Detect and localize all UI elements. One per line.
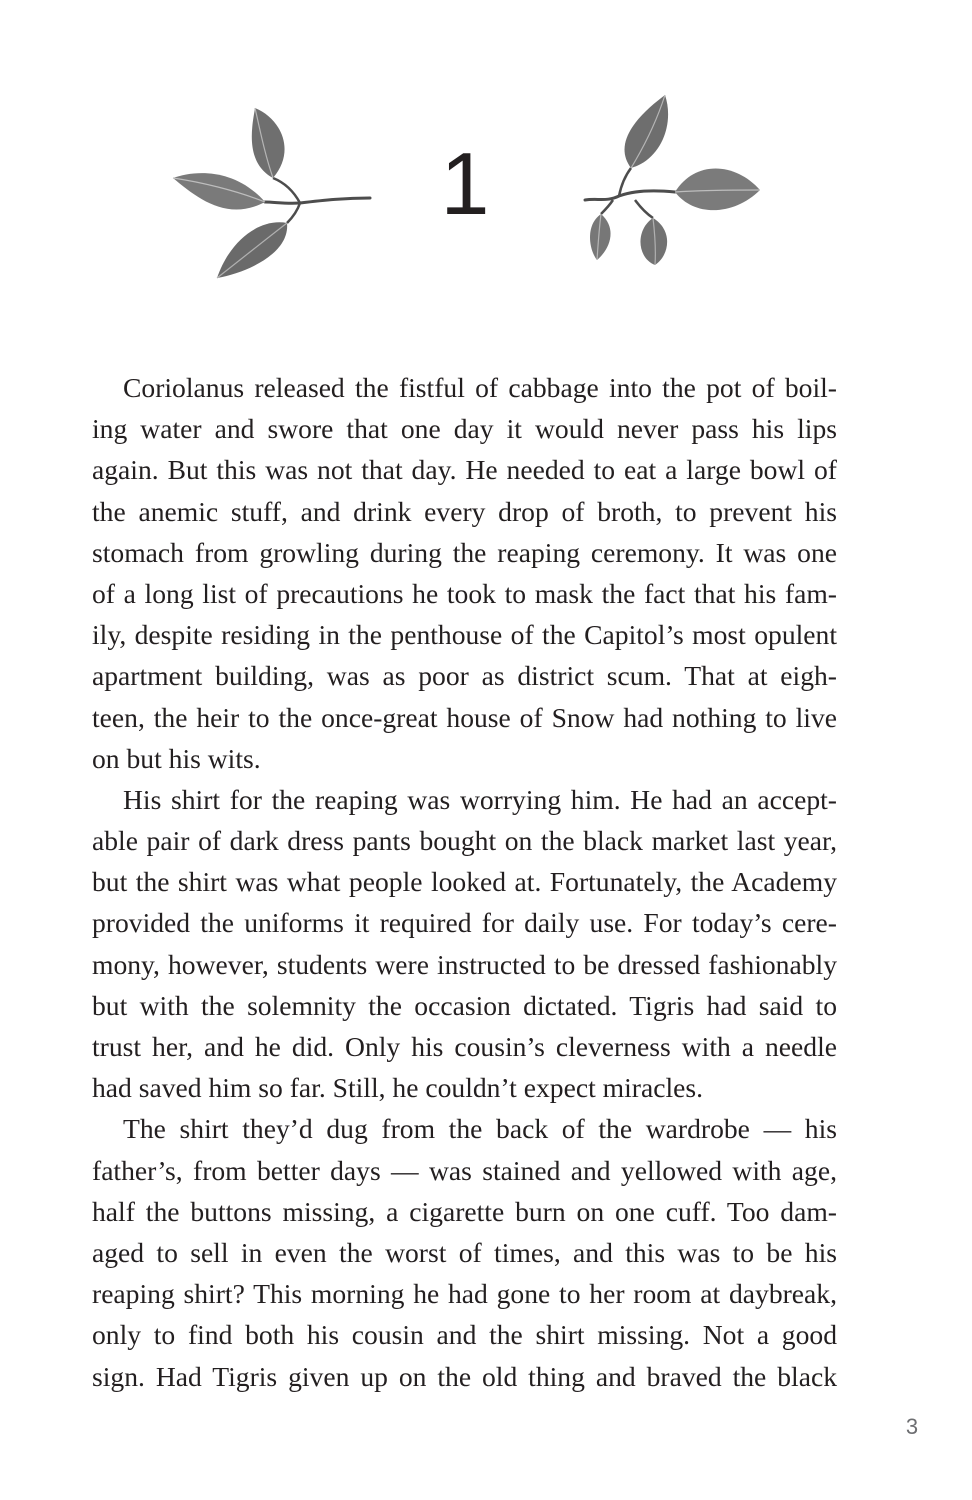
text-line: half the buttons missing, a cigarette burn on one cuff. Too dam- bbox=[92, 1195, 837, 1227]
text-line: on but his wits. bbox=[92, 742, 261, 774]
text-line: The shirt they’d dug from the back of the wardrobe — his bbox=[123, 1113, 837, 1145]
text-line: father’s, from better days — was stained and yellowed with age, bbox=[92, 1154, 837, 1186]
chapter-body-text bbox=[92, 367, 837, 1397]
text-line: ing water and swore that one day it would never pass his lips bbox=[92, 413, 837, 445]
text-line: trust her, and he did. Only his cousin’s cleverness with a needle bbox=[92, 1031, 837, 1062]
leaf-sprig-icon bbox=[165, 90, 375, 280]
text-line: teen, the heir to the once-great house of Snow had nothing to live bbox=[92, 701, 837, 733]
text-line: able pair of dark dress pants bought on the black market last year, bbox=[92, 825, 837, 857]
text-line: had saved him so far. Still, he couldn’t expect miracles. bbox=[92, 1072, 703, 1104]
text-line: stomach from growling during the reaping ceremony. It was one bbox=[92, 536, 837, 568]
page-number: 3 bbox=[905, 1414, 919, 1439]
paragraph bbox=[92, 779, 837, 1109]
text-line: apartment building, was as poor as district scum. That at eigh- bbox=[92, 660, 837, 692]
text-line: but with the solemnity the occasion dictated. Tigris had said to bbox=[92, 989, 837, 1021]
text-line: only to find both his cousin and the shirt missing. Not a good bbox=[92, 1319, 837, 1351]
paragraph bbox=[92, 367, 837, 779]
text-line: mony, however, students were instructed to be dressed fashionably bbox=[92, 948, 837, 980]
text-line: Coriolanus released the fistful of cabbage into the pot of boil- bbox=[123, 372, 837, 403]
text-line: reaping shirt? This morning he had gone to her room at daybreak, bbox=[92, 1278, 837, 1310]
chapter-number: 1 bbox=[440, 134, 490, 233]
text-line: again. But this was not that day. He needed to eat a large bowl of bbox=[92, 454, 837, 486]
text-line: ily, despite residing in the penthouse of the Capitol’s most opulent bbox=[92, 619, 837, 651]
text-line: aged to sell in even the worst of times, and this was to be his bbox=[92, 1236, 837, 1268]
text-line: provided the uniforms it required for daily use. For today’s cere- bbox=[92, 907, 837, 939]
text-line: the anemic stuff, and drink every drop of broth, to prevent his bbox=[92, 495, 837, 527]
text-line: His shirt for the reaping was worrying him. He had an accept- bbox=[123, 783, 837, 815]
text-line: of a long list of precautions he took to mask the fact that his fam- bbox=[92, 577, 837, 609]
text-line: but the shirt was what people looked at. Fortunately, the Academy bbox=[92, 866, 837, 898]
leaf-sprig-icon bbox=[575, 90, 765, 280]
chapter-header bbox=[0, 80, 972, 290]
text-line: sign. Had Tigris given up on the old thing and braved the black bbox=[92, 1360, 837, 1392]
paragraph bbox=[92, 1108, 837, 1396]
